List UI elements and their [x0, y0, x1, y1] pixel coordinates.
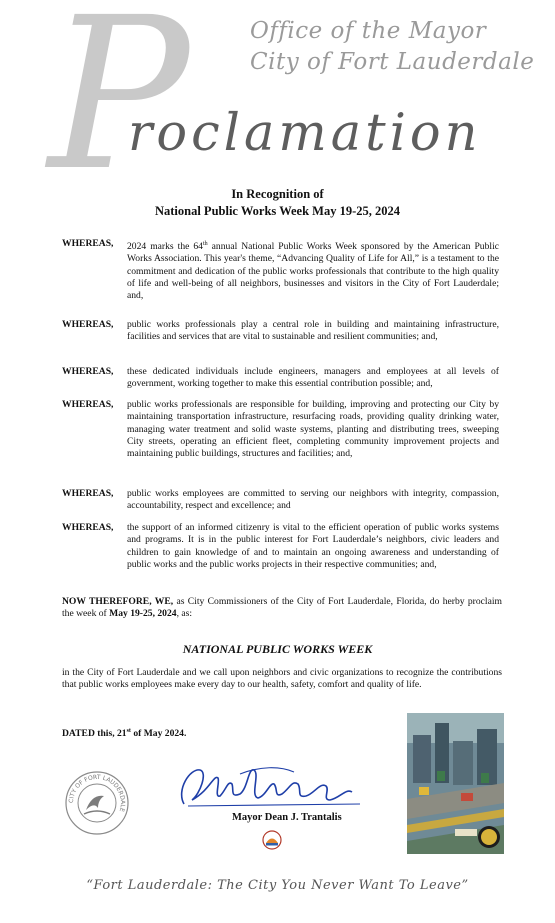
city-logo-icon [262, 830, 282, 850]
whereas-text-part: 2024 marks the 64 [127, 241, 203, 253]
recognition-line-2: National Public Works Week May 19-25, 2024 [154, 204, 401, 218]
national-public-works-week-title: NATIONAL PUBLIC WORKS WEEK [182, 642, 373, 656]
dated-text: DATED this, 21 [62, 728, 127, 740]
office-heading [250, 16, 534, 78]
whereas-label: WHEREAS, [62, 366, 114, 377]
city-seal [64, 770, 130, 836]
now-therefore-text: as City Commissioners of the City of Fort Lauderdale, Florida, do herby proclaim the week of [62, 596, 502, 620]
whereas-label: WHEREAS, [62, 319, 114, 330]
whereas-text [127, 238, 499, 303]
whereas-label: WHEREAS, [62, 399, 114, 410]
ordinal-suffix: th [202, 241, 208, 247]
recognition-line-1: In Recognition of [231, 187, 324, 201]
proclamation-dates: May 19-25, 2024 [109, 608, 177, 620]
now-therefore-end: , as: [176, 608, 193, 620]
city-tagline: “Fort Lauderdale: The City You Never Want To Leave” [86, 878, 469, 893]
whereas-text: public works employees are committed to serving our neighbors with integrity, compassion, accountability, respect and excellence; and [127, 488, 499, 512]
whereas-text-part: annual National Public Works Week sponsored by the American Public Works Association. This year's theme, “Advancing Quality of Life for All,” is a testament to the commitment and dedication of the public works professionals that contribute to the high quality of life and well-being of all neighbors, businesses and visitors in the City of Fort Lauderdale; and, [127, 241, 499, 302]
seal-text: CITY OF FORT LAUDERDALE [67, 773, 127, 813]
now-therefore-paragraph [62, 596, 502, 621]
title-initial: P [48, 0, 190, 217]
ordinal-suffix: st [126, 728, 131, 734]
whereas-text: public works professionals play a central role in building and maintaining infrastructure, facilities and services that are vital to sustainable and resilient communities; and, [127, 319, 499, 343]
office-line-1: Office of the Mayor [250, 18, 487, 44]
whereas-text: the support of an informed citizenry is vital to the efficient operation of public works systems and programs. It is in the public interest for Fort Lauderdale’s neighbors, civic leaders and children to gain knowledge of and to maintain an ongoing awareness and understanding of public works and the public works projects in their respective communities; and, [127, 522, 499, 570]
office-line-2: City of Fort Lauderdale [250, 49, 535, 75]
now-therefore-lead: NOW THEREFORE, WE, [62, 596, 174, 607]
whereas-label: WHEREAS, [62, 238, 114, 249]
title-rest: roclamation [128, 104, 482, 163]
whereas-text: these dedicated individuals include engineers, managers and employees at all levels of government, working together to make this essential contribution possible; and, [127, 366, 499, 390]
public-works-week-poster [407, 713, 504, 854]
dated-text: of May 2024. [130, 728, 187, 740]
whereas-label: WHEREAS, [62, 522, 114, 533]
mayor-name: Mayor Dean J. Trantalis [232, 812, 342, 823]
closing-paragraph: in the City of Fort Lauderdale and we call upon neighbors and civic organizations to recognize the contributions that public works employees make every day to our health, safety, comfort and quality of life. [62, 667, 502, 691]
whereas-label: WHEREAS, [62, 488, 114, 499]
whereas-text: public works professionals are responsible for building, improving and protecting our City by maintaining transportation infrastructure, resurfacing roads, providing quality drinking water, managing water treatment and solid waste systems, planting and distributing trees, sweeping City streets, operating an efficient fleet, completing community improvement projects and maintaining public buildings, structures and facilities; and, [127, 399, 499, 460]
mayor-signature [170, 760, 370, 812]
